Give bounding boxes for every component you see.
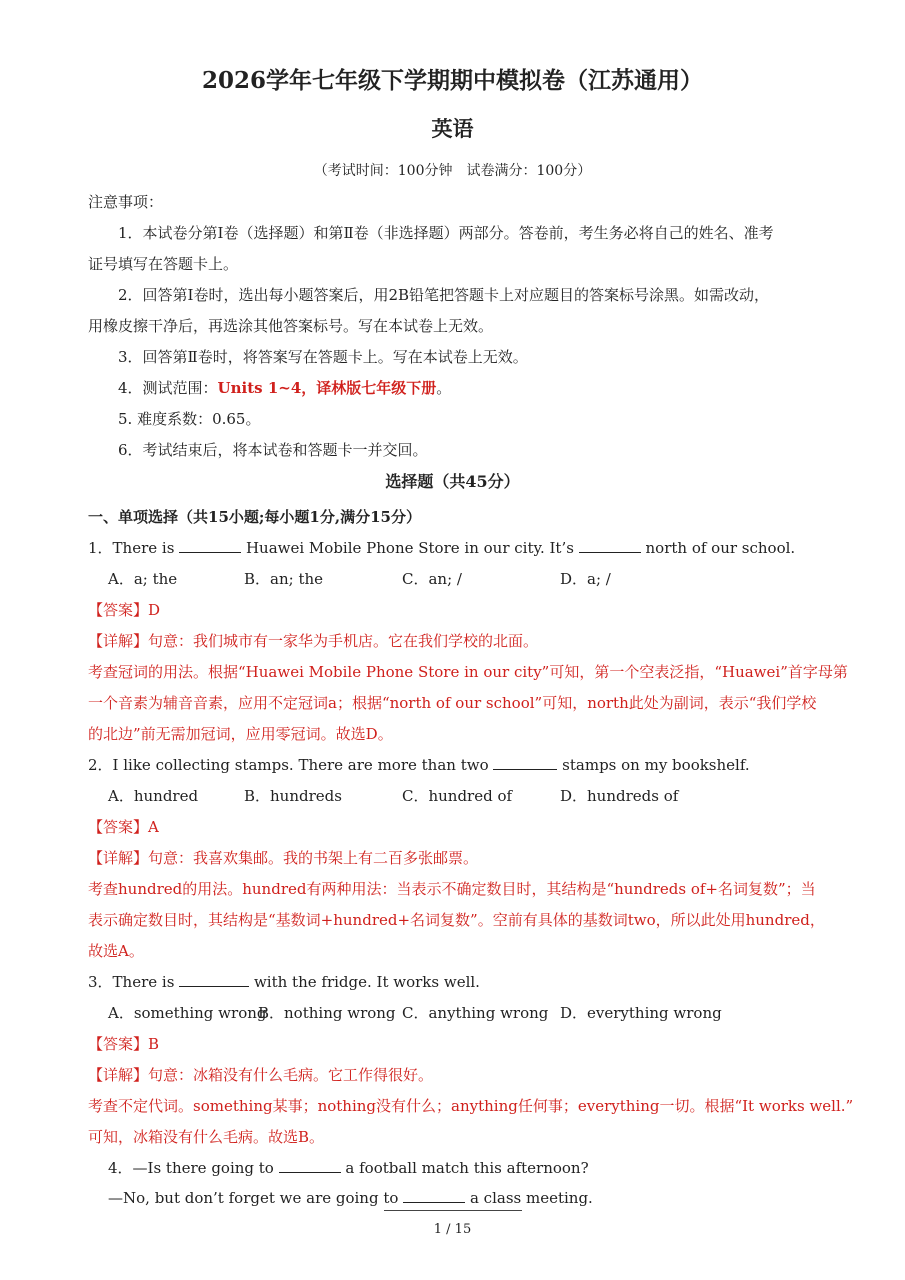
question-4-line-1: [108, 1158, 589, 1178]
q1-answer: 【答案】D: [88, 601, 161, 619]
note-1-line-1: 1．本试卷分第Ⅰ卷（选择题）和第Ⅱ卷（非选择题）两部分。答卷前，考生务必将自己的姓名、准考: [118, 224, 774, 242]
note-6: 6．考试结束后，将本试卷和答题卡一并交回。: [118, 441, 428, 459]
q2-option-d: D．hundreds of: [560, 787, 679, 805]
q1-blank-1: [179, 539, 241, 553]
page-number: 1 / 15: [433, 1222, 472, 1237]
q4-text-c: —No, but don’t forget we are going to: [108, 1189, 399, 1207]
q2-blank: [493, 756, 557, 770]
q2-option-a: A．hundred: [108, 787, 199, 805]
test-scope: Units 1~4，译林版七年级下册: [217, 379, 437, 397]
note-3: 3．回答第Ⅱ卷时，将答案写在答题卡上。写在本试卷上无效。: [118, 348, 528, 366]
q2-explanation-3: 故选A。: [88, 942, 144, 960]
q1-option-c: C．an; /: [402, 570, 462, 588]
q1-option-b: B．an; the: [244, 570, 324, 588]
notes-heading: 注意事项：: [88, 193, 164, 211]
q4-text-d: a class meeting.: [469, 1189, 593, 1207]
exam-info: （考试时间：100分钟 试卷满分：100分）: [313, 163, 592, 179]
q1-explanation-1: 考查冠词的用法。根据“Huawei Mobile Phone Store in our city”可知，第一个空表泛指，“Huawei”首字母第: [88, 663, 848, 681]
question-3: [88, 972, 480, 992]
q1-option-d: D．a; /: [560, 570, 611, 588]
q4-blank-1: [279, 1159, 341, 1173]
q3-answer: 【答案】B: [88, 1035, 160, 1053]
question-2: [88, 755, 750, 775]
question-1: [88, 538, 795, 558]
q2-answer: 【答案】A: [88, 818, 159, 836]
q3-option-d: D．everything wrong: [560, 1004, 722, 1022]
q2-explanation-1: 考查hundred的用法。hundred有两种用法：当表示不确定数目时，其结构是“hundreds of+名词复数”；当: [88, 880, 816, 898]
q2-explanation-2: 表示确定数目时，其结构是“基数词+hundred+名词复数”。空前有具体的基数词two，所以此处用hundred，: [88, 911, 825, 929]
q1-text-a: 1．There is: [88, 539, 175, 557]
part-1-heading: 一、单项选择（共15小题;每小题1分,满分15分）: [88, 508, 421, 526]
q1-blank-2: [579, 539, 641, 553]
q1-explanation-2: 一个音素为辅音音素，应用不定冠词a；根据“north of our school”可知，north此处为副词，表示“我们学校: [88, 694, 817, 712]
q2-text-b: stamps on my bookshelf.: [562, 756, 750, 774]
q2-detail: 【详解】句意：我喜欢集邮。我的书架上有二百多张邮票。: [88, 849, 479, 867]
note-4: [118, 378, 451, 398]
q1-text-b: Huawei Mobile Phone Store in our city. It’s: [245, 539, 574, 557]
q4-text-b: a football match this afternoon?: [345, 1159, 589, 1177]
footer-rule: [384, 1210, 522, 1211]
note-4-suffix: 。: [436, 379, 452, 397]
note-4-prefix: 4．测试范围：: [118, 379, 218, 397]
q3-explanation-1: 考查不定代词。something某事；nothing没有什么；anything任何事；everything一切。根据“It works well.”: [88, 1097, 854, 1115]
q3-text-b: with the fridge. It works well.: [253, 973, 480, 991]
q1-detail: 【详解】句意：我们城市有一家华为手机店。它在我们学校的北面。: [88, 632, 539, 650]
q3-option-c: C．anything wrong: [402, 1004, 549, 1022]
q4-blank-2: [403, 1189, 465, 1203]
exam-title: 2026学年七年级下学期期中模拟卷（江苏通用）: [201, 67, 703, 94]
q4-text-a: 4．—Is there going to: [108, 1159, 274, 1177]
question-4-line-2: [108, 1188, 593, 1208]
q2-option-c: C．hundred of: [402, 787, 513, 805]
subject-title: 英语: [431, 116, 474, 141]
q3-detail: 【详解】句意：冰箱没有什么毛病。它工作得很好。: [88, 1066, 434, 1084]
note-2-line-1: 2．回答第Ⅰ卷时，选出每小题答案后，用2B铅笔把答题卡上对应题目的答案标号涂黑。如需改动，: [118, 286, 770, 304]
section-title: 选择题（共45分）: [385, 472, 520, 491]
note-5: 5. 难度系数：0.65。: [118, 410, 261, 428]
q2-text-a: 2．I like collecting stamps. There are more than two: [88, 756, 489, 774]
q2-option-b: B．hundreds: [244, 787, 342, 805]
q1-explanation-3: 的北边”前无需加冠词，应用零冠词。故选D。: [88, 725, 393, 743]
q3-explanation-2: 可知，冰箱没有什么毛病。故选B。: [88, 1128, 325, 1146]
note-2-line-2: 用橡皮擦干净后，再选涂其他答案标号。写在本试卷上无效。: [88, 317, 494, 335]
q1-text-c: north of our school.: [645, 539, 796, 557]
q1-option-a: A．a; the: [108, 570, 178, 588]
q3-text-a: 3．There is: [88, 973, 175, 991]
q3-option-a: A．something wrong: [108, 1004, 267, 1022]
q3-option-b: B．nothing wrong: [258, 1004, 396, 1022]
q3-blank: [179, 973, 249, 987]
note-1-line-2: 证号填写在答题卡上。: [88, 255, 239, 273]
